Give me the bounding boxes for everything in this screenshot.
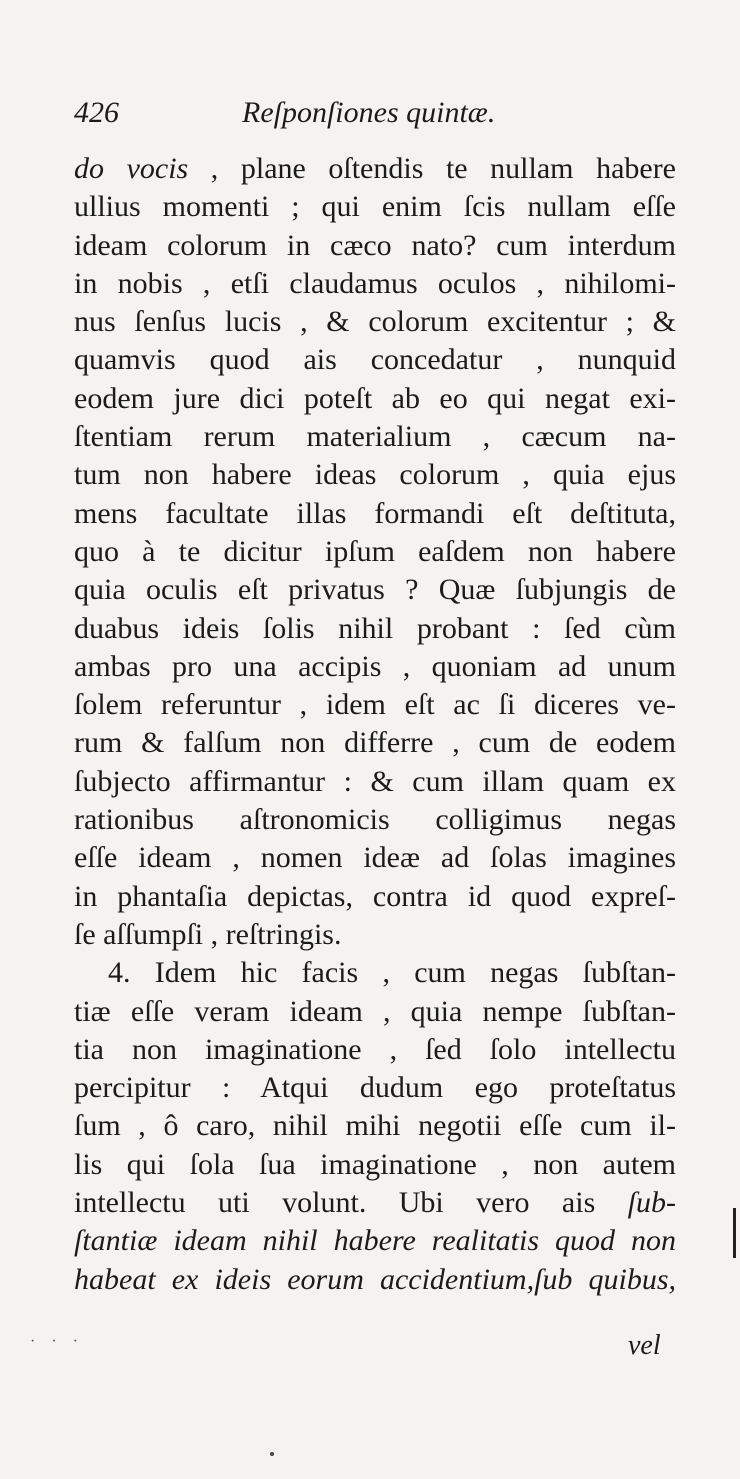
line-text: eodem jure dici poteſt ab eo qui negat exi- [74,381,676,415]
text-line [74,188,676,226]
page-number: 426 [74,96,119,129]
line-text: in phantaſia depictas, contra id quod expreſ- [74,879,676,913]
line-text: rum & falſum non differre , cum de eodem [74,726,676,760]
text-line [74,648,676,686]
line-text: ambas pro una accipis , quoniam ad unum [74,649,676,683]
line-text: percipitur : Atqui dudum ego proteſtatus [74,1071,676,1105]
line-text: quia oculis eſt privatus ? Quæ ſubjungis de [74,573,676,607]
text-line [74,418,676,456]
text-line [74,993,676,1031]
text-line [74,801,676,839]
line-text: intellectu uti volunt. Ubi vero ais [74,1186,628,1220]
line-text: quamvis quod ais concedatur , nunquid [74,343,676,377]
text-line [74,1261,676,1299]
line-text: ſe aſſumpſi , reſtringis. [74,917,342,951]
line-text: ſolem referuntur , idem eſt ac ſi diceres ve- [74,688,676,722]
text-line [74,916,676,954]
line-text: quo à te dicitur ipſum eaſdem non habere [74,534,676,568]
line-text: , plane oſtendis te nullam habere [188,152,677,185]
text-line [74,686,676,724]
line-text: duabus ideis ſolis nihil probant : ſed cùm [74,611,676,645]
body-text [74,150,676,1299]
text-line [74,878,676,916]
text-line [74,1031,676,1069]
text-line [74,227,676,265]
line-text: tiæ eſſe veram ideam , quia nempe ſubſtan- [74,994,676,1028]
line-text: ſum , ô caro, nihil mihi negotii eſſe cum il- [74,1109,676,1143]
text-line [74,533,676,571]
text-line [74,380,676,418]
page-edge-mark [733,1208,736,1258]
line-text: lis qui ſola ſua imaginatione , non autem [74,1147,676,1181]
line-text: eſſe ideam , nomen ideæ ad ſolas imagines [74,841,676,875]
line-text: ullius momenti ; qui enim ſcis nullam eſſe [74,190,676,224]
text-line [74,954,676,992]
ink-specks: · · · [30,1333,84,1350]
page-header [74,96,674,136]
line-text: ideam colorum in cæco nato? cum interdum [74,228,676,262]
italic-text: ſub- [627,1186,676,1220]
running-title: Reſponſiones quintæ. [242,96,496,129]
text-line [74,150,676,188]
line-text: mens facultate illas formandi eſt deſtituta, [74,496,676,530]
text-line [74,763,676,801]
line-text: ſubjecto affirmantur : & cum illam quam ex [74,764,676,798]
text-line [74,341,676,379]
text-line [74,724,676,762]
text-line [74,456,676,494]
text-line [74,265,676,303]
catchword: vel [628,1330,661,1361]
line-text: tia non imaginatione , ſed ſolo intellectu [74,1032,676,1066]
text-line [74,610,676,648]
text-line [74,1107,676,1145]
text-line [74,1069,676,1107]
text-line [74,1222,676,1260]
line-text: nus ſenſus lucis , & colorum excitentur ; & [74,305,676,339]
line-text: tum non habere ideas colorum , quia ejus [74,458,676,492]
line-text: rationibus aſtronomicis colligimus negas [74,803,676,837]
italic-text: ſtantiæ ideam nihil habere realitatis quod non [74,1224,676,1258]
text-line [74,303,676,341]
line-text: ſtentiam rerum materialium , cæcum na- [74,420,676,454]
text-line [74,495,676,533]
italic-text: habeat ex ideis eorum accidentium,ſub quibus, [74,1262,676,1296]
line-text: in nobis , etſi claudamus oculos , nihilomi- [74,266,676,300]
text-line [74,839,676,877]
ink-dot [270,1452,274,1456]
text-line [74,571,676,609]
italic-text: do vocis [74,152,189,185]
text-line [74,1146,676,1184]
text-line [74,1184,676,1222]
line-text: 4. Idem hic facis , cum negas ſubſtan- [108,956,676,990]
